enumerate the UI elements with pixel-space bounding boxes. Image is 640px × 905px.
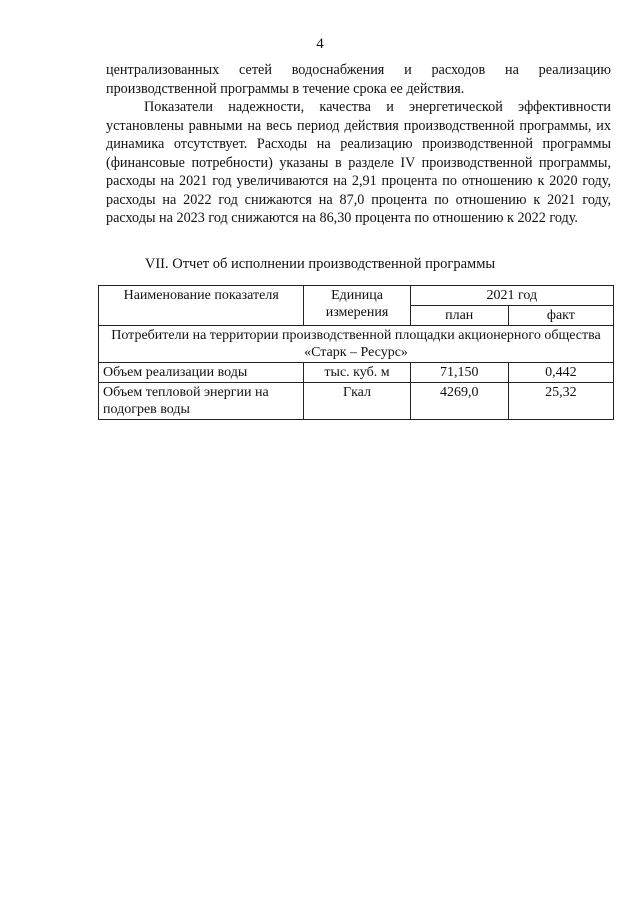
table-row [99,363,614,383]
row-plan-value: 71,150 [410,363,508,383]
row-unit: тыс. куб. м [304,363,410,383]
paragraph-continuation: централизованных сетей водоснабжения и расходов на реализацию производственной программы в течение срока ее действия. [106,62,611,97]
header-fact: факт [508,306,613,326]
header-plan: план [410,306,508,326]
row-unit: Гкал [304,383,410,420]
table-group-row [99,326,614,363]
page-number: 4 [316,36,324,52]
production-program-report-table [98,285,614,420]
row-fact-value: 0,442 [508,363,613,383]
header-indicator-name: Наименование показателя [99,286,304,326]
table-row [99,383,614,420]
row-fact-value: 25,32 [508,383,613,420]
table-header-row [99,286,614,306]
header-unit: Единица измерения [304,286,410,326]
section-heading: VII. Отчет об исполнении производственной программы [144,256,496,272]
row-indicator-name: Объем тепловой энергии на подогрев воды [99,383,304,420]
paragraph-indicators: Показатели надежности, качества и энергетической эффективности установлены равными на весь период действия производственной программы, их динамика отсутствует. Расходы на реализацию производственной программы (финансовые потребности) указаны в разделе IV производственной программы, расходы на 2021 год увеличиваются на 2,91 процента по отношению к 2020 году, расходы на 2022 год снижаются на 87,0 процента по отношению к 2021 году, расходы на 2023 год снижаются на 86,30 процента по отношению к 2022 году. [106,99,611,226]
group-title: Потребители на территории производственной площадки акционерного общества «Старк – Ресурс» [99,326,614,363]
header-year: 2021 год [410,286,613,306]
row-plan-value: 4269,0 [410,383,508,420]
row-indicator-name: Объем реализации воды [99,363,304,383]
